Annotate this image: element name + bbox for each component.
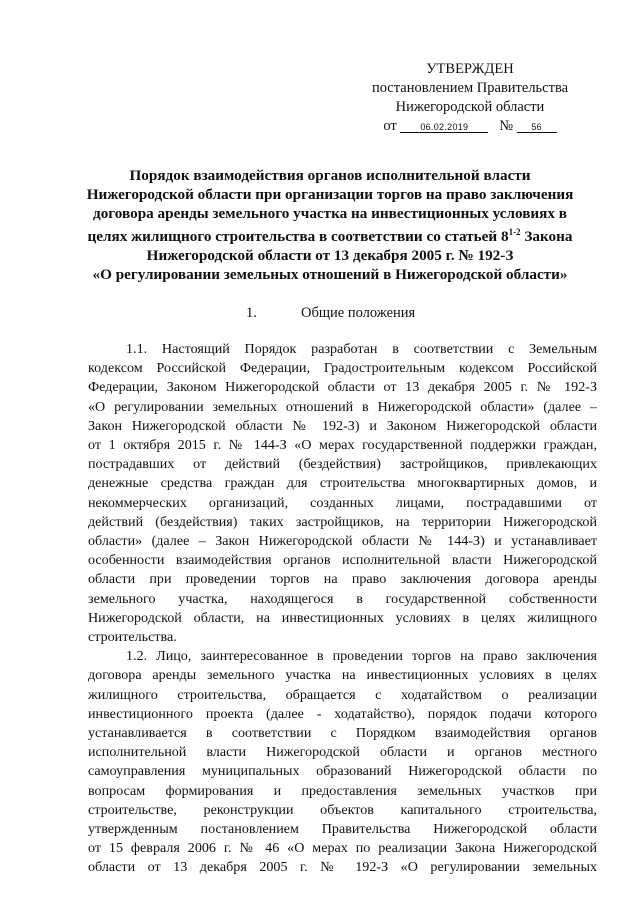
paragraph-2-line: области от 13 декабря 2005 г. № 192-З «О регулировании земельных [88, 859, 597, 876]
date-field [400, 120, 488, 133]
paragraph-1-line: действий (бездействия) таких застройщиков, на территории Нижегородской [88, 513, 597, 530]
paragraph-1-line: «О регулировании земельных отношений в Нижегородской области» (далее – [88, 398, 597, 415]
document-title [80, 166, 580, 284]
paragraph-1-line: области» (далее – Закон Нижегородской области № 144-З) и устанавливает [88, 533, 597, 550]
paragraph-2 [88, 647, 597, 877]
paragraph-1-line: пострадавших от действий (бездействия) застройщиков, привлекающих [88, 456, 597, 473]
date-value: 06.02.2019 [420, 122, 469, 132]
article-superscript: 1-2 [508, 227, 521, 237]
title-line-2: Нижегородской области при организации торгов на право заключения [86, 186, 574, 203]
paragraph-2-line: договора аренды земельного участка на инвестиционных условиях в целях [88, 667, 597, 684]
paragraph-1-line: Федерации, Законом Нижегородской области от 13 декабря 2005 г. № 192-З [88, 379, 597, 396]
paragraph-2-line: 1.2. Лицо, заинтересованное в проведении торгов на право заключения [126, 648, 597, 665]
paragraph-2-line: от 15 февраля 2006 г. № 46 «О мерах по реализации Закона Нижегородской [88, 840, 597, 857]
paragraph-1-line: некоммерческих организаций, созданных лицами, пострадавшими от [88, 494, 597, 511]
paragraph-1-line: денежные средства граждан для строительства многоквартирных домов, и [88, 475, 597, 492]
paragraph-1-line: Нижегородской области, на инвестиционных условиях в целях жилищного [88, 609, 597, 626]
paragraph-2-line: инвестиционного проекта (далее - ходатайство), порядок подачи которого [88, 705, 597, 722]
paragraph-1-line: от 1 октября 2015 г. № 144-З «О мерах государственной поддержки граждан, [88, 437, 597, 454]
paragraph-1-line: области при проведении торгов на право заключения договора аренды [88, 571, 597, 588]
number-label: № [499, 118, 514, 134]
paragraph-2-line: жилищного строительства, обращается с ходатайством о реализации [88, 686, 597, 703]
paragraph-1-line: земельного участка, находящегося в государственной собственности [88, 590, 597, 607]
title-line-3: договора аренды земельного участка на инвестиционных условиях в [93, 205, 567, 222]
section-name: Общие положения [301, 305, 416, 321]
approval-date-line [350, 117, 590, 136]
paragraph-2-line: вопросам формирования и предоставления земельных участков при [88, 782, 597, 799]
paragraph-2-line: утвержденным постановлением Правительства Нижегородской области [88, 821, 597, 838]
approval-block [350, 60, 590, 136]
title-line-4-text: целях жилищного строительства в соответствии со статьей 8 [87, 228, 509, 246]
paragraph-1-line: Закон Нижегородской области № 192-З) и Законом Нижегородской области [88, 417, 597, 434]
approval-heading: УТВЕРЖДЕН [426, 61, 514, 77]
approval-line-2: Нижегородской области [395, 99, 545, 115]
from-label: от [383, 118, 397, 134]
paragraph-1-line: 1.1. Настоящий Порядок разработан в соответствии с Земельным [126, 341, 597, 357]
paragraph-2-line: исполнительной власти Нижегородской области и органов местного [88, 744, 597, 761]
paragraph-1-line: особенности взаимодействия органов исполнительной власти Нижегородской [88, 552, 597, 569]
paragraph-1-line: строительства. [88, 629, 177, 646]
paragraph-2-line: самоуправления муниципальных образований Нижегородской области по [88, 763, 597, 780]
title-line-4 [80, 223, 580, 246]
title-line-6: «О регулировании земельных отношений в Нижегородской области» [92, 266, 568, 284]
document-body [88, 340, 597, 878]
title-line-5: Нижегородской области от 13 декабря 2005 г. № 192-З [146, 247, 514, 265]
section-number: 1. [246, 305, 257, 321]
number-value: 56 [531, 122, 542, 132]
paragraph-2-line: устанавливается в соответствии с Порядком взаимодействия органов [88, 725, 597, 742]
paragraph-1-line: кодексом Российской Федерации, Градостроительным кодексом Российской [88, 360, 597, 377]
title-line-4-end: Закона [520, 228, 573, 246]
paragraph-2-line: строительстве, реконструкции объектов капитального строительства, [88, 801, 597, 818]
number-field [517, 120, 557, 133]
paragraph-1 [88, 340, 597, 647]
approval-line-1: постановлением Правительства [371, 80, 569, 96]
title-line-1: Порядок взаимодействия органов исполнительной власти [129, 167, 531, 184]
